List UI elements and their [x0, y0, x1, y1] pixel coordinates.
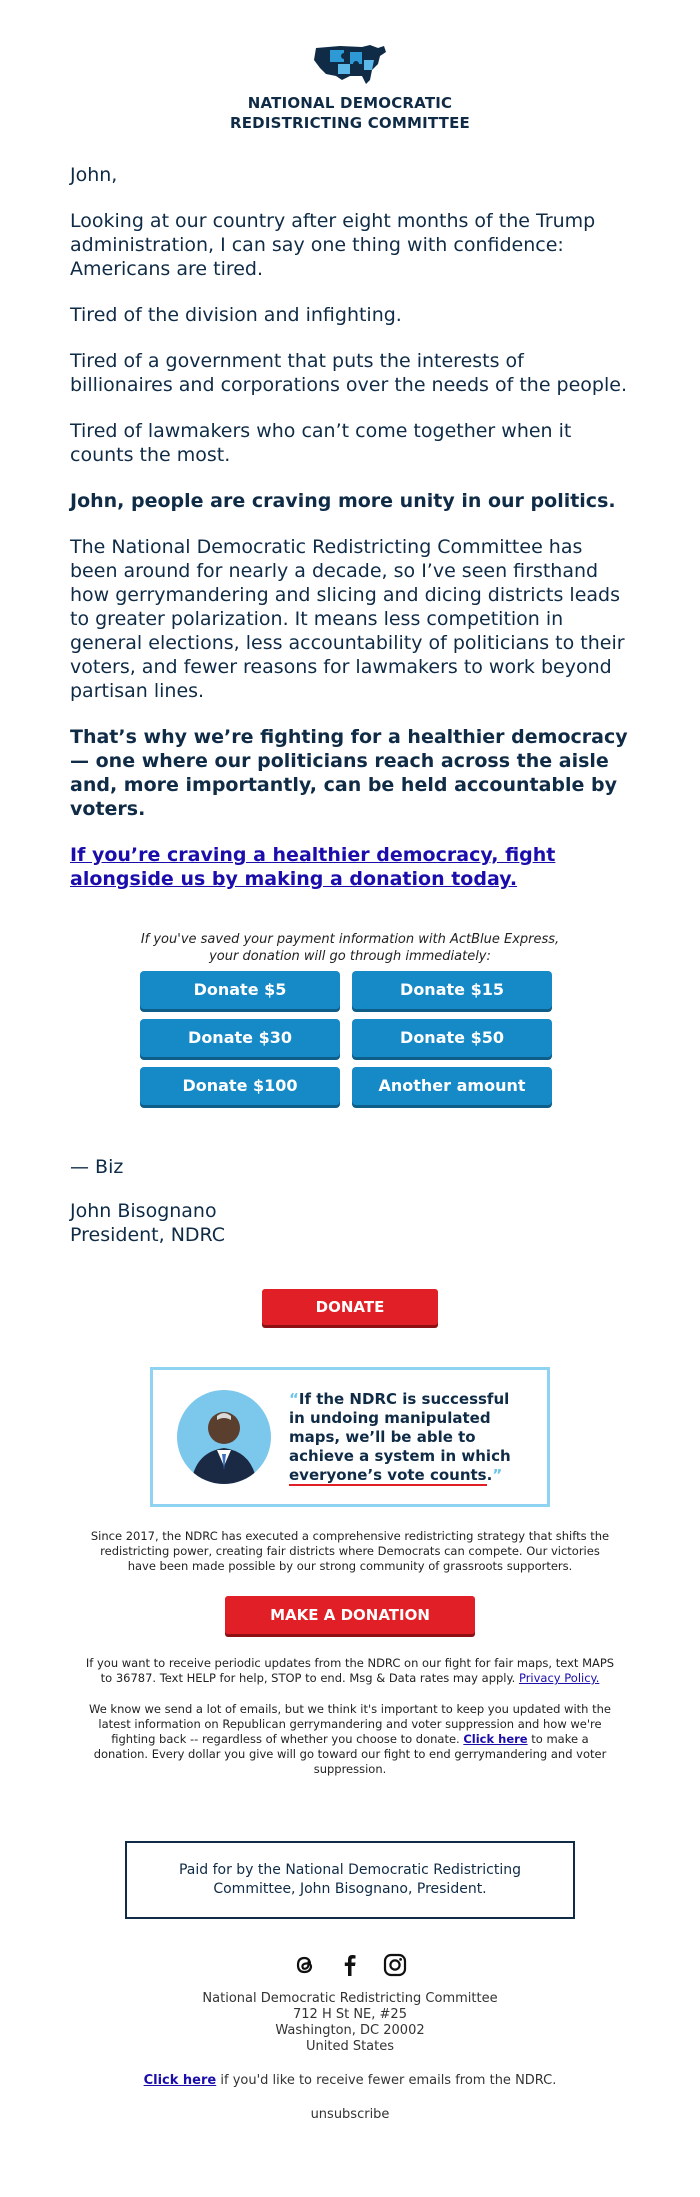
footer-street: 712 H St NE, #25	[293, 2007, 407, 2022]
paragraph: Tired of lawmakers who can’t come together when it counts the most.	[70, 420, 572, 466]
donate-block	[0, 931, 700, 1105]
threads-icon[interactable]	[291, 1951, 319, 1979]
donate-5-button[interactable]: Donate $5	[140, 971, 340, 1009]
paragraph: Looking at our country after eight months of the Trump administration, I can say one thing with confidence: Americans are tired.	[70, 210, 596, 280]
us-map-puzzle-icon	[310, 40, 390, 88]
actblue-note: If you've saved your payment information with ActBlue Express, your donation will go through immediately:	[140, 932, 560, 964]
another-amount-button[interactable]: Another amount	[352, 1067, 552, 1105]
donate-cta-link[interactable]: If you’re craving a healthier democracy, fight alongside us by making a donation today.	[70, 844, 556, 890]
bold-paragraph: John, people are craving more unity in our politics.	[70, 490, 616, 512]
signer-name: John Bisognano	[70, 1200, 217, 1222]
donate-50-button[interactable]: Donate $50	[352, 1019, 552, 1057]
quote-body: If the NDRC is successful in undoing manipulated maps, we’ll be able to achieve a system in which	[289, 1389, 511, 1465]
donate-button-grid	[140, 971, 560, 1105]
quote-open-mark: “	[289, 1389, 299, 1408]
quote-text	[289, 1390, 523, 1485]
paragraph: The National Democratic Redistricting Committee has been around for nearly a decade, so I’ve seen firsthand how gerrymandering and slicing and dicing districts leads to greater polarization. It means less competition in general elections, less accountability of politicians to their voters, and fewer reasons for lawmakers to work beyond partisan lines.	[70, 536, 625, 702]
footer	[0, 1991, 700, 2123]
signoff-dash: — Biz	[70, 1156, 124, 1178]
make-donation-button[interactable]: MAKE A DONATION	[225, 1596, 475, 1634]
bold-paragraph: That’s why we’re fighting for a healthier democracy — one where our politicians reach across the aisle and, more importantly, can be held accountable by voters.	[70, 726, 628, 820]
unsubscribe-wrap	[0, 2107, 700, 2123]
about-text: Since 2017, the NDRC has executed a comprehensive redistricting strategy that shifts the redistricting power, creating fair districts where Democrats can compete. Our victories have been made possible by our strong community of grassroots supporters.	[90, 1529, 610, 1573]
privacy-policy-link[interactable]: Privacy Policy.	[518, 1671, 600, 1685]
emails-text: We know we send a lot of emails, but we think it's important to keep you updated with the latest information on Republican gerrymandering and voter suppression and how we're fighting back -- regardless of whether you choose to donate.	[89, 1702, 611, 1746]
paid-for-box: Paid for by the National Democratic Redistricting Committee, John Bisognano, President.	[125, 1841, 575, 1919]
greeting: John,	[70, 164, 118, 186]
paragraph: Tired of the division and infighting.	[70, 304, 402, 326]
donate-button[interactable]: DONATE	[262, 1289, 438, 1325]
social-links	[0, 1951, 700, 1979]
quote-period: .	[486, 1465, 493, 1484]
emails-text-end: to make a donation. Every dollar you give will go toward our fight to end gerrymandering and voter suppression.	[93, 1732, 607, 1776]
footer-city: Washington, DC 20002	[275, 2023, 425, 2038]
quote-close-mark: ”	[492, 1465, 503, 1484]
quote-underlined: everyone’s vote counts	[289, 1465, 487, 1484]
footer-org: National Democratic Redistricting Committee	[202, 1991, 498, 2006]
donate-100-button[interactable]: Donate $100	[140, 1067, 340, 1105]
portrait-photo	[177, 1390, 271, 1484]
facebook-icon[interactable]	[336, 1951, 364, 1979]
signer-title: President, NDRC	[70, 1224, 226, 1246]
footer-country: United States	[305, 2039, 395, 2054]
signoff	[0, 1155, 700, 1247]
fewer-emails-link[interactable]: Click here	[143, 2073, 217, 2088]
donate-15-button[interactable]: Donate $15	[352, 971, 552, 1009]
paragraph: Tired of a government that puts the interests of billionaires and corporations over the needs of the people.	[70, 350, 627, 396]
header	[0, 0, 700, 133]
donate-30-button[interactable]: Donate $30	[140, 1019, 340, 1057]
sms-notice	[0, 1656, 700, 1686]
emails-notice	[0, 1702, 700, 1777]
click-here-donate-link[interactable]: Click here	[463, 1732, 528, 1746]
letter-body	[0, 163, 700, 891]
quote-box	[150, 1367, 550, 1507]
org-name-line1: NATIONAL DEMOCRATIC	[247, 94, 453, 112]
instagram-icon[interactable]	[381, 1951, 409, 1979]
unsubscribe-link[interactable]: unsubscribe	[310, 2107, 390, 2122]
sms-text: If you want to receive periodic updates from the NDRC on our fight for fair maps, text MAPS to 36787. Text HELP for help, STOP to end. Msg & Data rates may apply.	[85, 1656, 615, 1685]
fewer-emails-text: if you'd like to receive fewer emails from the NDRC.	[216, 2073, 557, 2088]
org-name-line2: REDISTRICTING COMMITTEE	[229, 114, 470, 132]
fewer-emails-line	[0, 2073, 700, 2089]
